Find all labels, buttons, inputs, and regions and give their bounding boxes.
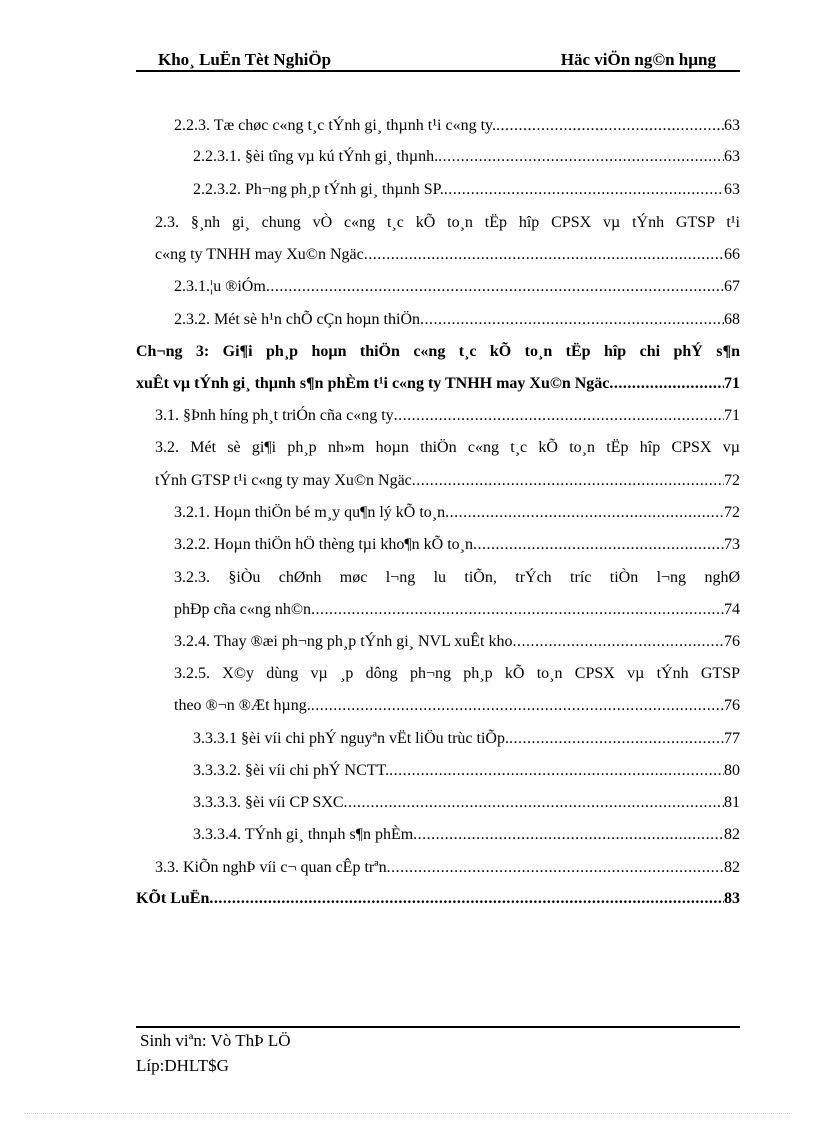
toc-entry-2-3-1 [174,277,740,297]
toc-entry-page: 72 [724,504,740,521]
toc-entry-3-2-5-line1 [174,664,740,684]
toc-entry-page: 82 [724,826,740,843]
toc-entry-3-3 [155,858,740,878]
toc-entry-title: Ch¬ng 3: Gi¶i ph¸p hoµn thiÖn c«ng t¸c kÕ to¸n tËp hîp chi phÝ s¶n [136,343,740,360]
toc-entry-title: 2.2.3.2. Ph¬ng ph¸p tÝnh gi¸ thµnh SP. [193,181,444,198]
toc-entry-page: 68 [724,311,740,328]
toc-entry-2-3-line1 [155,213,740,233]
toc-entry-3-3-3-4 [193,825,740,845]
toc-entry-title: phÐp cña c«ng nh©n [174,601,312,618]
toc-entry-title: 3.2.1. Hoµn thiÖn bé m¸y qu¶n lý kÕ to¸n [174,504,446,521]
toc-entry-title: 3.2. Mét sè gi¶i ph¸p nh»m hoµn thiÖn c«ng t¸c kÕ to¸n tËp hîp CPSX vµ [155,439,740,456]
toc-entry-page: 76 [724,633,740,650]
toc-entry-title: xuÊt vµ tÝnh gi¸ thµnh s¶n phÈm t¹i c«ng ty TNHH may Xu©n Ngäc [136,375,610,392]
toc-entry-title: 3.3.3.2. §èi víi chi phÝ NCTT. [193,762,390,779]
toc-entry-3-3-3-3 [193,793,740,813]
toc-entry-title: 3.3. KiÕn nghÞ víi c¬ quan cÊp trªn [155,859,387,876]
toc-entry-title: KÕt LuËn [136,890,210,907]
toc-entry-page: 83 [724,890,740,907]
toc-entry-title: 3.3.3.4. TÝnh gi¸ thnµh s¶n phÈm [193,826,414,843]
toc-entry-page: 74 [724,601,740,618]
toc-entry-title: tÝnh GTSP t¹i c«ng ty may Xu©n Ngäc [155,472,412,489]
toc-entry-page: 67 [724,278,740,295]
toc-entry-title: 2.2.3.1. §èi tîng vµ kú tÝnh gi¸ thµnh. [193,148,439,165]
toc-entry-3-3-3-2 [193,761,740,781]
toc-entry-page: 63 [724,117,740,134]
header-document-type: Kho¸ LuËn Tèt NghiÖp [158,50,332,69]
toc-entry-title: 3.2.4. Thay ®æi ph¬ng ph¸p tÝnh gi¸ NVL xuÊt kho [174,633,513,650]
toc-entry-3-2-2 [174,535,740,555]
footer-student: Sinh viªn: Vò ThÞ LÖ [140,1031,291,1050]
toc-entry-page: 63 [724,181,740,198]
page-header [136,48,740,72]
toc-chapter-3-line2 [136,374,740,394]
toc-entry-3-2-5-line2 [174,696,740,716]
toc-entry-3-2-3-line1 [174,568,740,588]
toc-entry-page: 80 [724,762,740,779]
toc-conclusion [136,889,740,909]
toc-entry-page: 72 [724,472,740,489]
toc-entry-page: 71 [724,407,740,424]
toc-entry-page: 73 [724,536,740,553]
toc-entry-3-2-4 [174,632,740,652]
toc-entry-2-3-line2 [155,245,740,265]
toc-entry-2-2-3-1 [193,147,740,167]
toc-entry-3-1 [155,406,740,426]
toc-entry-title: 2.3. §¸nh gi¸ chung vÒ c«ng t¸c kÕ to¸n tËp hîp CPSX vµ tÝnh GTSP t¹i [155,214,740,231]
toc-entry-title: 3.2.5. X©y dùng vµ ¸p dông ph¬ng ph¸p kÕ to¸n CPSX vµ tÝnh GTSP [174,665,740,682]
toc-entry-title: 3.1. §Þnh híng ph¸t triÓn cña c«ng ty [155,407,394,424]
toc-entry-title: 2.2.3. Tæ chøc c«ng t¸c tÝnh gi¸ thµnh t¹i c«ng ty. [174,117,496,134]
toc-entry-page: 63 [724,148,740,165]
toc-entry-title: theo ®¬n ®Æt hµng. [174,697,311,714]
toc-entry-3-3-3-1 [193,729,740,749]
toc-entry-2-2-3 [174,116,740,136]
header-institution: Häc viÖn ng©n hµng [560,50,716,69]
toc-entry-page: 76 [724,697,740,714]
toc-entry-page: 81 [724,794,740,811]
footer-class: Líp:DHLT$G [136,1056,229,1075]
toc-entry-page: 77 [724,730,740,747]
toc-entry-3-2-3-line2 [174,600,740,620]
toc-chapter-3-line1 [136,342,740,362]
toc-entry-title: 2.3.1.¦u ®iÓm [174,278,266,295]
toc-entry-title: 3.2.3. §iÒu chØnh møc l¬ng lu tiÕn, trÝch tríc tiÒn l¬ng nghØ [174,569,740,586]
toc-entry-title: 3.2.2. Hoµn thiÖn hÖ thèng tµi kho¶n kÕ to¸n [174,536,474,553]
toc-entry-page: 71 [724,375,740,392]
page-bottom-edge [24,1113,792,1114]
toc-entry-2-2-3-2 [193,180,740,200]
toc-entry-page: 82 [724,859,740,876]
toc-entry-title: 2.3.2. Mét sè h¹n chÕ cÇn hoµn thiÖn [174,311,420,328]
toc-entry-page: 66 [724,246,740,263]
toc-entry-title: 3.3.3.1 §èi víi chi phÝ nguyªn vËt liÖu trùc tiÕp. [193,730,509,747]
toc-entry-3-2-line2 [155,471,740,491]
toc-entry-2-3-2 [174,310,740,330]
toc-entry-title: 3.3.3.3. §èi víi CP SXC [193,794,344,811]
toc-entry-title: c«ng ty TNHH may Xu©n Ngäc [155,246,364,263]
toc-entry-3-2-1 [174,503,740,523]
footer-divider [136,1026,740,1028]
toc-entry-3-2-line1 [155,438,740,458]
